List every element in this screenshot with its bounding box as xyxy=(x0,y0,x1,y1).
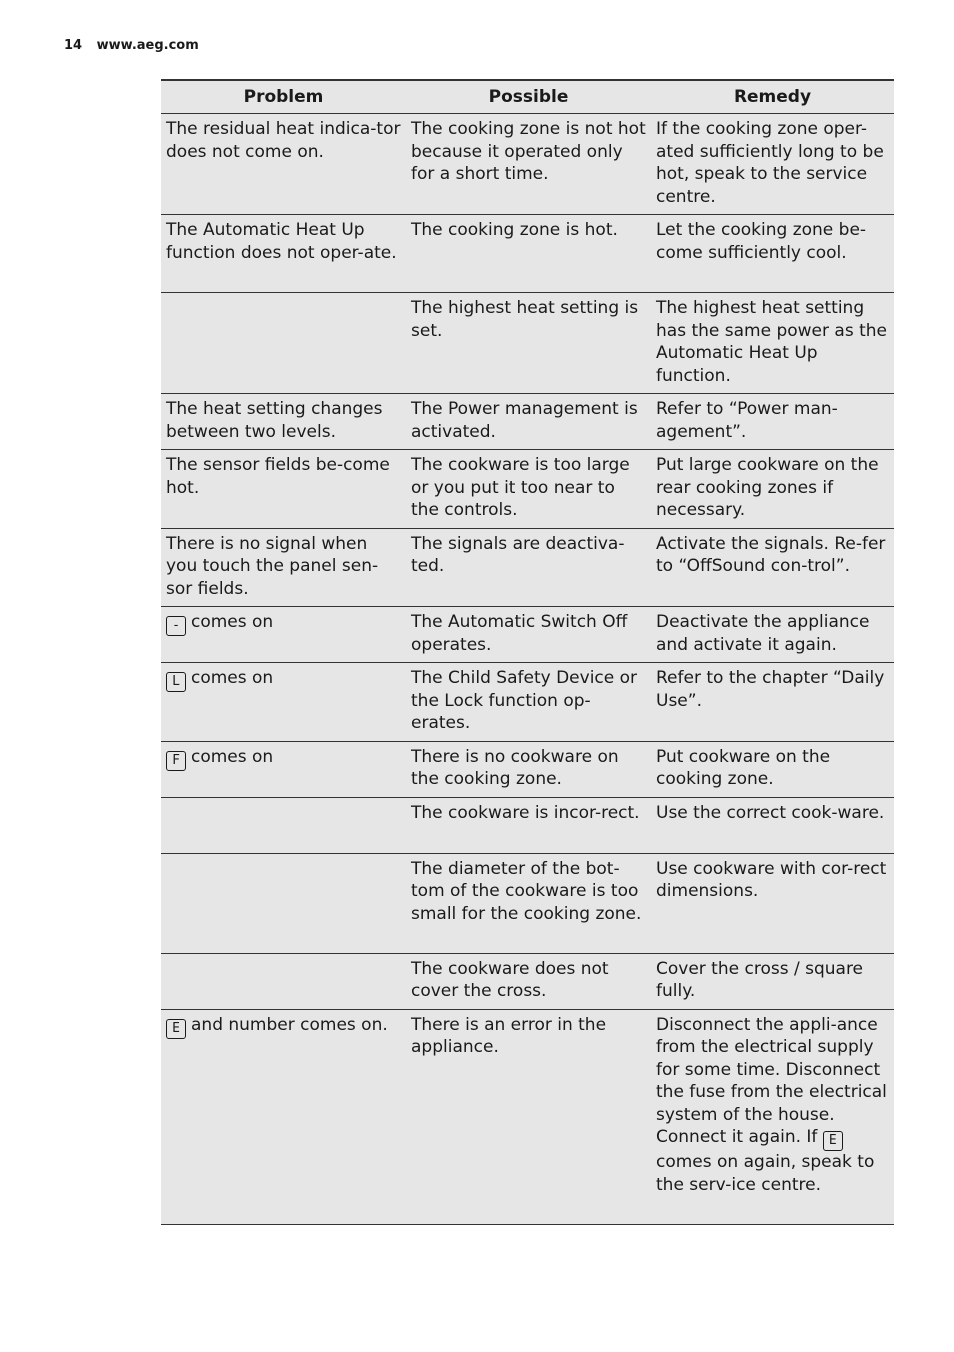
remedy-cell: Let the cooking zone be-come sufficiently cool. xyxy=(651,215,894,293)
cause-cell: The cooking zone is not hot because it operated only for a short time. xyxy=(406,114,651,215)
table-row xyxy=(161,1009,894,1224)
table-row xyxy=(161,215,894,293)
problem-text: comes on xyxy=(191,612,274,632)
problem-cell: The heat setting changes between two levels. xyxy=(161,394,406,450)
e-symbol-icon: E xyxy=(166,1019,186,1039)
cause-cell: The signals are deactiva-ted. xyxy=(406,528,651,607)
e-symbol-icon: E xyxy=(823,1131,843,1151)
website-url: www.aeg.com xyxy=(96,38,199,53)
table-row xyxy=(161,607,894,663)
problem-text: comes on xyxy=(191,668,274,688)
problem-cell xyxy=(161,607,406,663)
remedy-cell: Use the correct cook-ware. xyxy=(651,797,894,853)
cause-cell: The diameter of the bot-tom of the cookware is too small for the cooking zone. xyxy=(406,853,651,953)
table-row xyxy=(161,663,894,742)
problem-cell xyxy=(161,797,406,853)
remedy-cell: Deactivate the appliance and activate it again. xyxy=(651,607,894,663)
problem-cell xyxy=(161,953,406,1009)
cause-cell: The highest heat setting is set. xyxy=(406,293,651,394)
problem-cell xyxy=(161,1009,406,1224)
table-row xyxy=(161,528,894,607)
remedy-cell: Put cookware on the cooking zone. xyxy=(651,741,894,797)
remedy-cell xyxy=(651,1009,894,1224)
remedy-cell: Use cookware with cor-rect dimensions. xyxy=(651,853,894,953)
lock-symbol-icon: L xyxy=(166,672,186,692)
page-number: 14 xyxy=(64,38,83,53)
table-row xyxy=(161,394,894,450)
table-row xyxy=(161,853,894,953)
remedy-cell: Refer to “Power man-agement”. xyxy=(651,394,894,450)
page-header xyxy=(64,38,199,53)
problem-cell xyxy=(161,663,406,742)
problem-cell: The Automatic Heat Up function does not oper-ate. xyxy=(161,215,406,293)
cause-cell: The Power management is activated. xyxy=(406,394,651,450)
cause-cell: The cooking zone is hot. xyxy=(406,215,651,293)
remedy-cell: Put large cookware on the rear cooking zones if necessary. xyxy=(651,450,894,529)
problem-cell xyxy=(161,853,406,953)
problem-cell: There is no signal when you touch the panel sen-sor fields. xyxy=(161,528,406,607)
remedy-cell: The highest heat setting has the same power as the Automatic Heat Up function. xyxy=(651,293,894,394)
cause-cell: There is an error in the appliance. xyxy=(406,1009,651,1224)
remedy-cell: Activate the signals. Re-fer to “OffSound con-trol”. xyxy=(651,528,894,607)
column-header-problem: Problem xyxy=(161,80,406,114)
table-row xyxy=(161,450,894,529)
problem-text: comes on xyxy=(191,746,274,767)
table-row xyxy=(161,293,894,394)
cause-cell: The cookware is too large or you put it too near to the controls. xyxy=(406,450,651,529)
remedy-text-before: Disconnect the appli-ance from the electrical supply for some time. Disconnect the fuse from the electrical system of the house. Connect it again. If xyxy=(656,1014,887,1147)
table-row xyxy=(161,741,894,797)
problem-cell xyxy=(161,741,406,797)
remedy-cell: If the cooking zone oper-ated sufficiently long to be hot, speak to the service centre. xyxy=(651,114,894,215)
problem-cell: The sensor fields be-come hot. xyxy=(161,450,406,529)
column-header-possible: Possible xyxy=(406,80,651,114)
table-header-row xyxy=(161,80,894,114)
table-row xyxy=(161,953,894,1009)
cause-cell: The Child Safety Device or the Lock function op-erates. xyxy=(406,663,651,742)
cause-cell: The cookware is incor-rect. xyxy=(406,797,651,853)
problem-text: and number comes on. xyxy=(191,1014,388,1035)
problem-cell: The residual heat indica-tor does not come on. xyxy=(161,114,406,215)
table-row xyxy=(161,797,894,853)
troubleshooting-table xyxy=(161,79,894,1225)
column-header-remedy: Remedy xyxy=(651,80,894,114)
cause-cell: The cookware does not cover the cross. xyxy=(406,953,651,1009)
table-row xyxy=(161,114,894,215)
f-symbol-icon: F xyxy=(166,751,186,771)
cause-cell: The Automatic Switch Off operates. xyxy=(406,607,651,663)
remedy-cell: Cover the cross / square fully. xyxy=(651,953,894,1009)
cause-cell: There is no cookware on the cooking zone. xyxy=(406,741,651,797)
problem-cell xyxy=(161,293,406,394)
dash-symbol-icon: - xyxy=(166,616,186,636)
remedy-cell: Refer to the chapter “Daily Use”. xyxy=(651,663,894,742)
remedy-text-after: comes on again, speak to the serv-ice centre. xyxy=(656,1152,875,1195)
